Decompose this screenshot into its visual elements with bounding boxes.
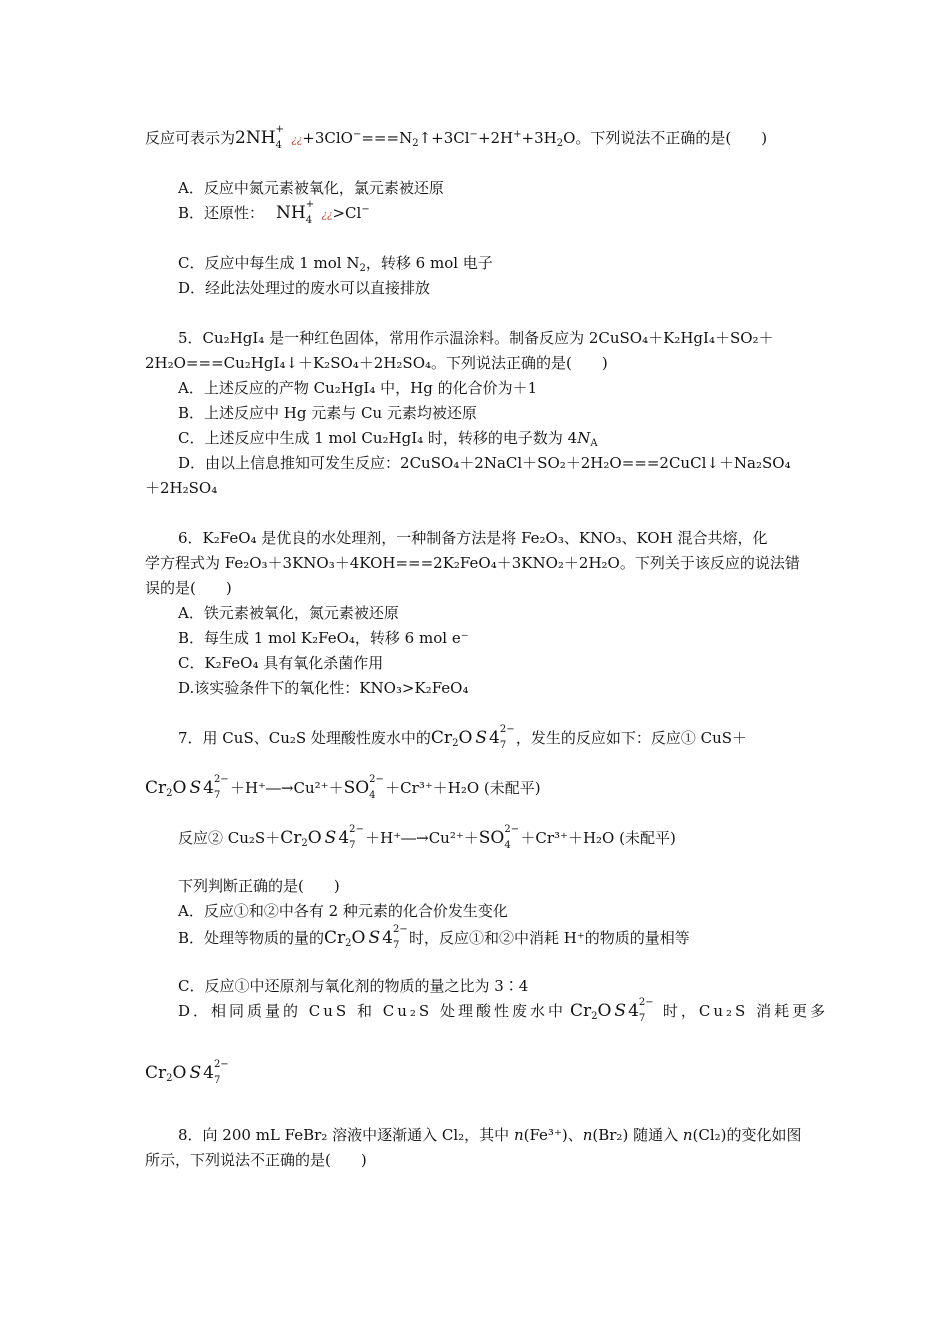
q6-stem-line3: 误的是( ) [145, 579, 232, 597]
q4-stem-text: 反应可表示为 [145, 129, 236, 147]
q4-stem-text: O。下列说法不正确的是( ) [563, 129, 768, 147]
q4-option-c: C．反应中每生成 1 mol $N_2$，转移 6 mol 电子 [178, 254, 493, 274]
q4-stem-text: +3H [521, 129, 557, 147]
q7-option-d: D．相同质量的 CuS 和 Cu₂S 处理酸性废水中 $Cr_2O$ S 4 2− 7 时，Cu₂S 消耗更多 [178, 996, 829, 1024]
dichromate-formula: $Cr_2O$ S 4 2− 7 [145, 1058, 229, 1086]
q6-stem-line1: 6．K₂FeO₄ 是优良的水处理剂，一种制备方法是将 Fe₂O₃、KNO₃、KOH 混合共熔，化 [178, 529, 768, 547]
dichromate-formula: $Cr_2O$ S 4 2− 7 [324, 923, 408, 951]
q7-option-d-cont [145, 1058, 230, 1086]
q6-option-b: B．每生成 1 mol K₂FeO₄，转移 6 mol e⁻ [178, 629, 469, 647]
q5-option-a: A．上述反应的产物 Cu₂HgI₄ 中，Hg 的化合价为＋1 [178, 379, 538, 397]
dichromate-formula: $Cr_2O$ S 4 2− 7 [569, 996, 654, 1024]
dichromate-formula: $Cr_2O$ S 4 2− 7 [430, 723, 515, 751]
q4-stem-text: ===N [361, 129, 413, 147]
q5-option-b: B．上述反应中 Hg 元素与 Cu 元素均被还原 [178, 404, 477, 422]
q4-stem-text: +2H [477, 129, 514, 147]
q6-option-c: C．K₂FeO₄ 具有氧化杀菌作用 [178, 654, 384, 672]
q6-option-d: D.该实验条件下的氧化性：KNO₃>K₂FeO₄ [178, 679, 469, 697]
q7-option-c: C．反应①中还原剂与氧化剂的物质的量之比为 3∶4 [178, 977, 529, 995]
q7-reaction-2: 反应② $Cu_2S+Cr_2O$ S 4 2− 7 ＋H⁺―→Cu²⁺＋SO 2− 4 ＋Cr³⁺＋H₂O (未配平) [178, 823, 676, 851]
q5-option-c: C．上述反应中生成 1 mol Cu₂HgI₄ 时，转移的电子数为 $4N_A$ [178, 429, 598, 449]
dichromate-formula: $Cr_2O$ S 4 2− 7 [145, 773, 229, 801]
q7-stem-line1: 7．用 CuS、Cu₂S 处理酸性废水中的$Cr_2O$ S 4 2− 7 ，发生的反应如下：反应① CuS＋ [178, 723, 748, 751]
q4-option-a: A．反应中氮元素被氧化，氯元素被还原 [178, 179, 444, 197]
q4-option-b: B．还原性： NH + 4 ¿¿>Cl− [178, 198, 370, 226]
q7-reaction-1: $Cr_2O$ S 4 2− 7 ＋H⁺―→Cu²⁺＋SO 2− 4 ＋Cr³⁺＋H₂O (未配平) [145, 773, 541, 801]
q7-option-a: A．反应①和②中各有 2 种元素的化合价发生变化 [178, 902, 508, 920]
q6-option-a: A．铁元素被氧化，氮元素被还原 [178, 604, 399, 622]
q4-stem: 反应可表示为2NH + 4 ¿¿$+3ClO^-===N_2↑+3Cl^-+2H^++3H_2O$。下列说法不正确的是( ) [145, 123, 768, 151]
q6-stem-line2: 学方程式为 Fe₂O₃＋3KNO₃＋4KOH===2K₂FeO₄＋3KNO₂＋2H₂O。下列关于该反应的说法错 [145, 554, 800, 572]
dichromate-formula: $Cr_2O$ S 4 2− 7 [280, 823, 364, 851]
q8-stem-line1: 8．向 200 mL FeBr₂ 溶液中逐渐通入 Cl₂，其中 n(Fe³⁺)、n(Br₂) 随通入 n(Cl₂)的变化如图 [178, 1126, 802, 1144]
q7-option-b: B．处理等物质的量的$Cr_2O$ S 4 2− 7 时，反应①和②中消耗 H⁺的物质的量相等 [178, 923, 690, 951]
ammonium-formula: 2NH + 4 ¿¿ [235, 123, 303, 151]
q7-ask: 下列判断正确的是( ) [178, 877, 340, 895]
q5-option-d: D．由以上信息推知可发生反应：2CuSO₄＋2NaCl＋SO₂＋2H₂O===2CuCl↓＋Na₂SO₄ [178, 454, 791, 472]
q5-stem-line1: 5．Cu₂HgI₄ 是一种红色固体，常用作示温涂料。制备反应为 2CuSO₄＋K₂HgI₄＋SO₂＋ [178, 329, 774, 347]
q5-option-d-cont: ＋2H₂SO₄ [145, 479, 218, 497]
q4-stem-text: ↑+3Cl [418, 129, 470, 147]
q4-stem-text: +3ClO [302, 129, 353, 147]
q8-stem-line2: 所示，下列说法不正确的是( ) [145, 1151, 367, 1169]
q4-option-d: D．经此法处理过的废水可以直接排放 [178, 279, 431, 297]
q5-stem-line2: 2H₂O===Cu₂HgI₄↓＋K₂SO₄＋2H₂SO₄。下列说法正确的是( ) [145, 354, 608, 372]
sulfate-formula: SO 2− 4 [478, 823, 520, 851]
sulfate-formula: SO 2− 4 [343, 773, 384, 801]
ammonium-formula: NH + 4 ¿¿ [276, 198, 333, 226]
